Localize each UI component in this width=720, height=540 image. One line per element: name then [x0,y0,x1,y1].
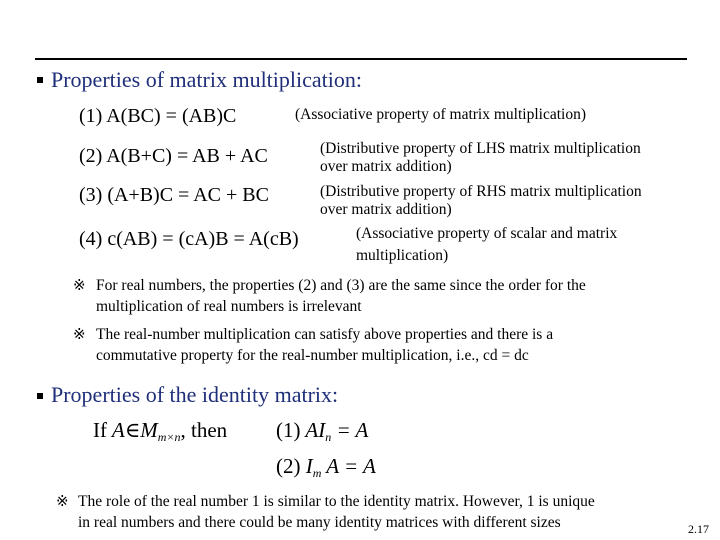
remark-3-line2: in real numbers and there could be many identity matrices with different sizes [78,514,561,531]
remark-1-line1: For real numbers, the properties (2) and (3) are the same since the order for the [96,277,586,294]
property-2-note-line1: (Distributive property of LHS matrix multiplication [320,140,641,157]
rule-1-rhs: = A [336,418,369,442]
property-2-statement: (2) A(B+C) = AB + AC [79,145,268,167]
remark-3-mark: ※ [56,494,69,510]
section2-bullet [37,393,43,399]
remark-3-line1: The role of the real number 1 is similar to the identity matrix. However, 1 is unique [78,493,595,510]
then-word: , then [180,418,228,442]
rule-1-subscript: n [325,430,332,444]
rule-1-lhs: AI [305,418,326,442]
element-of-symbol: ∈ [124,418,141,442]
identity-condition [93,418,227,445]
remark-2-mark: ※ [73,327,86,343]
section1-bullet [37,77,43,83]
identity-rule-1 [276,418,368,445]
property-2-note-line2: over matrix addition) [320,158,452,175]
remark-2-line2: commutative property for the real-number multiplication, i.e., cd = dc [96,347,529,364]
matrix-set-size: m×n [157,430,181,444]
property-3-statement: (3) (A+B)C = AC + BC [79,184,269,206]
rule-2-lhs: I [305,454,313,478]
section1-title: Properties of matrix multiplication: [51,67,362,92]
rule-2-label: (2) [276,454,301,478]
property-1-note: (Associative property of matrix multiplication) [295,106,586,123]
identity-rule-2 [276,454,376,481]
remark-1-line2: multiplication of real numbers is irrelevant [96,298,362,315]
if-word: If [93,418,107,442]
property-4-note-line2: multiplication) [356,247,449,264]
matrix-variable: A [111,418,125,442]
rule-2-rhs: A = A [326,454,376,478]
property-4-statement: (4) c(AB) = (cA)B = A(cB) [79,228,299,250]
rule-2-subscript: m [312,466,322,480]
property-4-note-line1: (Associative property of scalar and matrix [356,225,618,242]
property-3-note-line1: (Distributive property of RHS matrix multiplication [320,183,642,200]
property-1-statement: (1) A(BC) = (AB)C [79,105,237,127]
remark-2-line1: The real-number multiplication can satisfy above properties and there is a [96,326,554,343]
property-3-note-line2: over matrix addition) [320,201,452,218]
page-number: 2.17 [688,522,709,536]
matrix-set: M [140,418,158,442]
section2-title: Properties of the identity matrix: [51,382,339,407]
top-rule [35,58,687,60]
rule-1-label: (1) [276,418,301,442]
remark-1-mark: ※ [73,278,86,294]
